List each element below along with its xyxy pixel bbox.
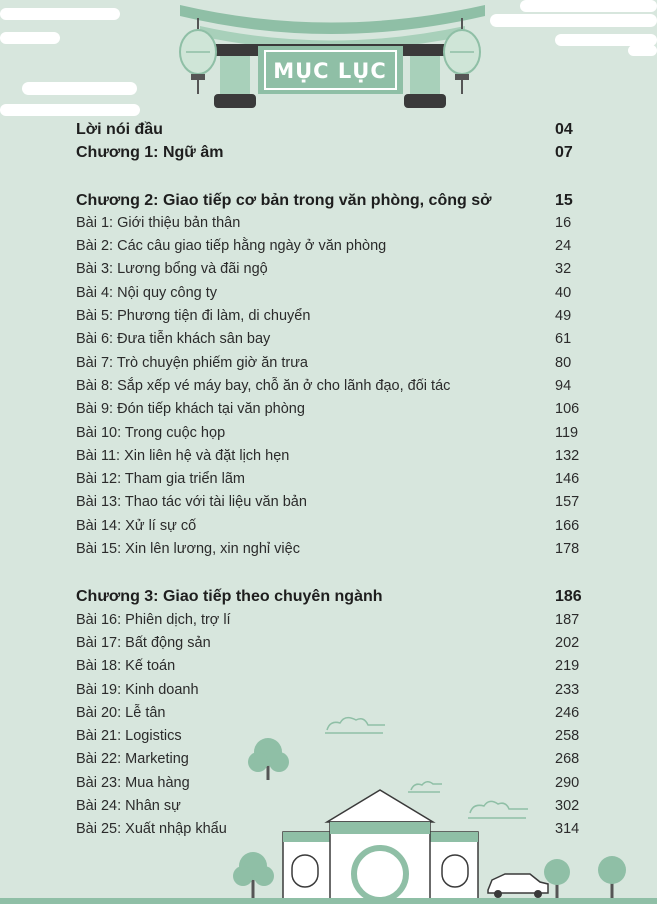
- toc-entry-label: Bài 5: Phương tiện đi làm, di chuyển: [76, 308, 311, 325]
- toc-entry-page: 178: [555, 541, 580, 558]
- toc-entry-label: Bài 24: Nhân sự: [76, 798, 181, 815]
- toc-entry-label: Bài 2: Các câu giao tiếp hằng ngày ở văn phòng: [76, 238, 387, 255]
- chapter-3-lessons: [76, 609, 586, 842]
- toc-entry-page: 268: [555, 751, 580, 768]
- toc-entry-page: 290: [555, 774, 580, 791]
- toc-entry-label: Bài 11: Xin liên hệ và đặt lịch hẹn: [76, 447, 290, 464]
- toc-entry-label: Bài 15: Xin lên lương, xin nghỉ việc: [76, 541, 300, 558]
- toc-lesson-entry[interactable]: [76, 375, 586, 398]
- toc-entry-label: Chương 1: Ngữ âm: [76, 144, 224, 162]
- toc-entry-label: Bài 25: Xuất nhập khẩu: [76, 821, 227, 838]
- toc-entry-chapter-3[interactable]: [76, 585, 586, 608]
- toc-lesson-entry[interactable]: [76, 468, 586, 491]
- toc-entry-intro[interactable]: [76, 118, 586, 141]
- ground-strip: [0, 898, 657, 904]
- toc-entry-page: 80: [555, 354, 572, 371]
- toc-entry-page: 16: [555, 214, 572, 231]
- toc-entry-label: Bài 23: Mua hàng: [76, 774, 190, 791]
- toc-entry-page: 106: [555, 401, 580, 418]
- toc-entry-page: 187: [555, 611, 580, 628]
- toc-entry-page: 119: [555, 424, 579, 441]
- toc-lesson-entry[interactable]: [76, 748, 586, 771]
- toc-entry-page: 40: [555, 284, 572, 301]
- toc-entry-label: Bài 8: Sắp xếp vé máy bay, chỗ ăn ở cho lãnh đạo, đối tác: [76, 377, 451, 394]
- toc-entry-page: 49: [555, 308, 572, 325]
- toc-lesson-entry[interactable]: [76, 491, 586, 514]
- toc-entry-page: 314: [555, 821, 580, 838]
- toc-entry-page: 146: [555, 471, 580, 488]
- toc-lesson-entry[interactable]: [76, 679, 586, 702]
- toc-entry-label: Bài 6: Đưa tiễn khách sân bay: [76, 331, 271, 348]
- toc-entry-page: 219: [555, 658, 580, 675]
- toc-entry-page: 32: [555, 261, 572, 278]
- toc-entry-page: 15: [555, 191, 573, 209]
- toc-lesson-entry[interactable]: [76, 235, 586, 258]
- toc-entry-label: Lời nói đầu: [76, 121, 163, 138]
- toc-entry-label: Bài 13: Thao tác với tài liệu văn bản: [76, 494, 307, 511]
- toc-entry-label: Bài 14: Xử lí sự cố: [76, 517, 197, 534]
- toc-entry-page: 157: [555, 494, 580, 511]
- toc-entry-page: 04: [555, 121, 573, 138]
- toc-entry-page: 202: [555, 634, 580, 651]
- toc-lesson-entry[interactable]: [76, 795, 586, 818]
- title-board: [0, 0, 657, 120]
- toc-lesson-entry[interactable]: [76, 398, 586, 421]
- toc-entry-page: 24: [555, 238, 572, 255]
- toc-lesson-entry[interactable]: [76, 282, 586, 305]
- toc-entry-label: Bài 21: Logistics: [76, 728, 182, 745]
- toc-lesson-entry[interactable]: [76, 352, 586, 375]
- toc-lesson-entry[interactable]: [76, 212, 586, 235]
- toc-lesson-entry[interactable]: [76, 609, 586, 632]
- toc-entry-label: Bài 19: Kinh doanh: [76, 681, 199, 698]
- toc-lesson-entry[interactable]: [76, 702, 586, 725]
- toc-lesson-entry[interactable]: [76, 538, 586, 561]
- toc-entry-label: Bài 22: Marketing: [76, 751, 189, 768]
- toc-entry-label: Bài 7: Trò chuyện phiếm giờ ăn trưa: [76, 354, 308, 371]
- toc-lesson-entry[interactable]: [76, 655, 586, 678]
- toc-entry-chapter-1[interactable]: [76, 141, 586, 164]
- toc-lesson-entry[interactable]: [76, 818, 586, 841]
- toc-entry-label: Bài 12: Tham gia triển lãm: [76, 471, 245, 488]
- toc-lesson-entry[interactable]: [76, 305, 586, 328]
- table-of-contents: [76, 118, 586, 842]
- toc-entry-page: 166: [555, 517, 580, 534]
- toc-entry-label: Bài 9: Đón tiếp khách tại văn phòng: [76, 401, 305, 418]
- toc-entry-label: Bài 4: Nội quy công ty: [76, 284, 218, 301]
- car-icon: [488, 874, 548, 898]
- toc-entry-label: Chương 2: Giao tiếp cơ bản trong văn phòng, công sở: [76, 191, 492, 209]
- toc-entry-label: Bài 1: Giới thiệu bản thân: [76, 214, 241, 231]
- toc-entry-label: Bài 17: Bất động sản: [76, 634, 211, 651]
- page-title: MỤC LỤC: [273, 59, 387, 83]
- toc-entry-label: Bài 3: Lương bổng và đãi ngộ: [76, 261, 268, 278]
- toc-entry-label: Chương 3: Giao tiếp theo chuyên ngành: [76, 588, 383, 606]
- toc-entry-page: 186: [555, 588, 582, 606]
- toc-lesson-entry[interactable]: [76, 632, 586, 655]
- toc-entry-page: 07: [555, 144, 573, 162]
- toc-entry-page: 94: [555, 377, 572, 394]
- toc-entry-chapter-2[interactable]: [76, 189, 586, 212]
- toc-entry-page: 302: [555, 798, 580, 815]
- toc-entry-page: 246: [555, 704, 580, 721]
- toc-entry-label: Bài 18: Kế toán: [76, 658, 176, 675]
- toc-entry-label: Bài 16: Phiên dịch, trợ lí: [76, 611, 231, 628]
- toc-lesson-entry[interactable]: [76, 772, 586, 795]
- toc-lesson-entry[interactable]: [76, 328, 586, 351]
- toc-entry-page: 61: [555, 331, 572, 348]
- toc-lesson-entry[interactable]: [76, 258, 586, 281]
- toc-entry-label: Bài 20: Lễ tân: [76, 704, 166, 721]
- toc-entry-page: 132: [555, 447, 580, 464]
- toc-lesson-entry[interactable]: [76, 422, 586, 445]
- toc-entry-page: 233: [555, 681, 580, 698]
- toc-entry-label: Bài 10: Trong cuộc họp: [76, 424, 226, 441]
- toc-lesson-entry[interactable]: [76, 725, 586, 748]
- toc-entry-page: 258: [555, 728, 580, 745]
- toc-lesson-entry[interactable]: [76, 445, 586, 468]
- chapter-2-lessons: [76, 212, 586, 561]
- toc-lesson-entry[interactable]: [76, 515, 586, 538]
